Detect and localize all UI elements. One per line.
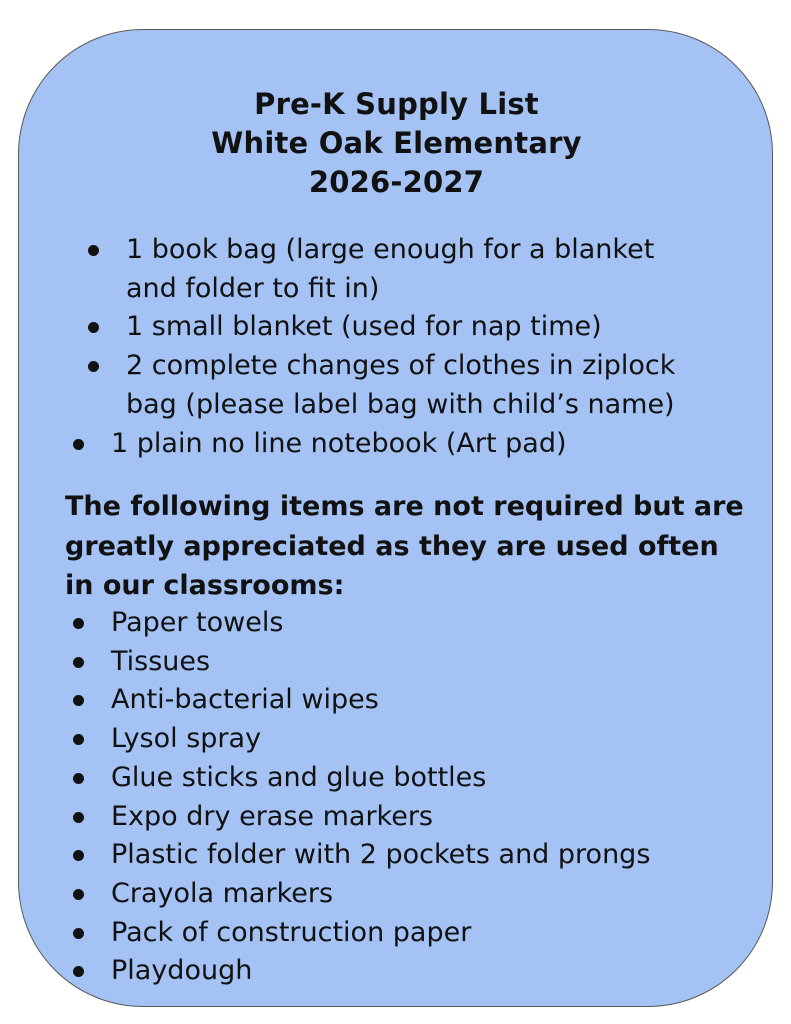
list-item-text: Playdough xyxy=(111,955,253,987)
title-line: White Oak Elementary xyxy=(211,126,582,160)
intro-line: The following items are not required but are xyxy=(65,491,744,522)
list-item xyxy=(111,836,650,875)
list-item xyxy=(111,914,650,953)
intro-line: greatly appreciated as they are used often xyxy=(65,530,719,562)
list-item xyxy=(111,798,650,837)
bullet-icon xyxy=(73,850,84,861)
list-item xyxy=(126,308,675,347)
supply-list-card xyxy=(18,29,773,1007)
bullet-icon xyxy=(73,695,84,706)
list-item-text: 1 small blanket (used for nap time) xyxy=(126,311,602,343)
list-item xyxy=(111,720,650,759)
bullet-icon xyxy=(88,361,99,372)
list-item xyxy=(111,681,650,720)
bullet-icon xyxy=(73,812,84,823)
page-title xyxy=(19,85,774,202)
list-item-text: 1 plain no line notebook (Art pad) xyxy=(111,427,567,459)
list-item xyxy=(126,231,675,308)
title-line: 2026-2027 xyxy=(308,165,485,199)
list-item-text: and folder to fit in) xyxy=(126,272,380,304)
list-item-text: bag (please label bag with child’s name) xyxy=(126,388,675,420)
list-item xyxy=(111,425,675,464)
bullet-icon xyxy=(73,618,84,629)
list-item-text: Expo dry erase markers xyxy=(111,800,433,832)
bullet-icon xyxy=(73,773,84,784)
list-item-text: Tissues xyxy=(111,645,211,677)
list-item-text: Lysol spray xyxy=(111,723,262,755)
intro-line: in our classrooms: xyxy=(65,570,345,601)
list-item-text: 2 complete changes of clothes in ziplock xyxy=(126,350,676,382)
bullet-icon xyxy=(73,928,84,939)
bullet-icon xyxy=(88,245,99,256)
list-item xyxy=(126,347,675,424)
bullet-icon xyxy=(88,322,99,333)
list-item-text: 1 book bag (large enough for a blanket xyxy=(126,234,655,265)
list-item xyxy=(111,759,650,798)
list-item-text: Plastic folder with 2 pockets and prongs xyxy=(111,839,651,871)
list-item-text: Crayola markers xyxy=(111,877,334,909)
bullet-icon xyxy=(73,734,84,745)
bullet-icon xyxy=(73,966,84,977)
bullet-icon xyxy=(73,657,84,668)
list-item-text: Paper towels xyxy=(111,607,284,638)
bullet-icon xyxy=(73,439,84,450)
list-item xyxy=(111,643,650,682)
list-item-text: Pack of construction paper xyxy=(111,916,472,948)
list-item xyxy=(111,604,650,643)
list-item xyxy=(111,952,650,991)
list-item-text: Anti-bacterial wipes xyxy=(111,684,379,716)
required-items-list xyxy=(111,231,676,463)
optional-items-list xyxy=(111,604,650,991)
list-item-text: Glue sticks and glue bottles xyxy=(111,761,487,793)
title-line: Pre-K Supply List xyxy=(254,87,539,121)
list-item xyxy=(111,875,650,914)
bullet-icon xyxy=(73,889,84,900)
optional-items-intro xyxy=(65,487,744,606)
